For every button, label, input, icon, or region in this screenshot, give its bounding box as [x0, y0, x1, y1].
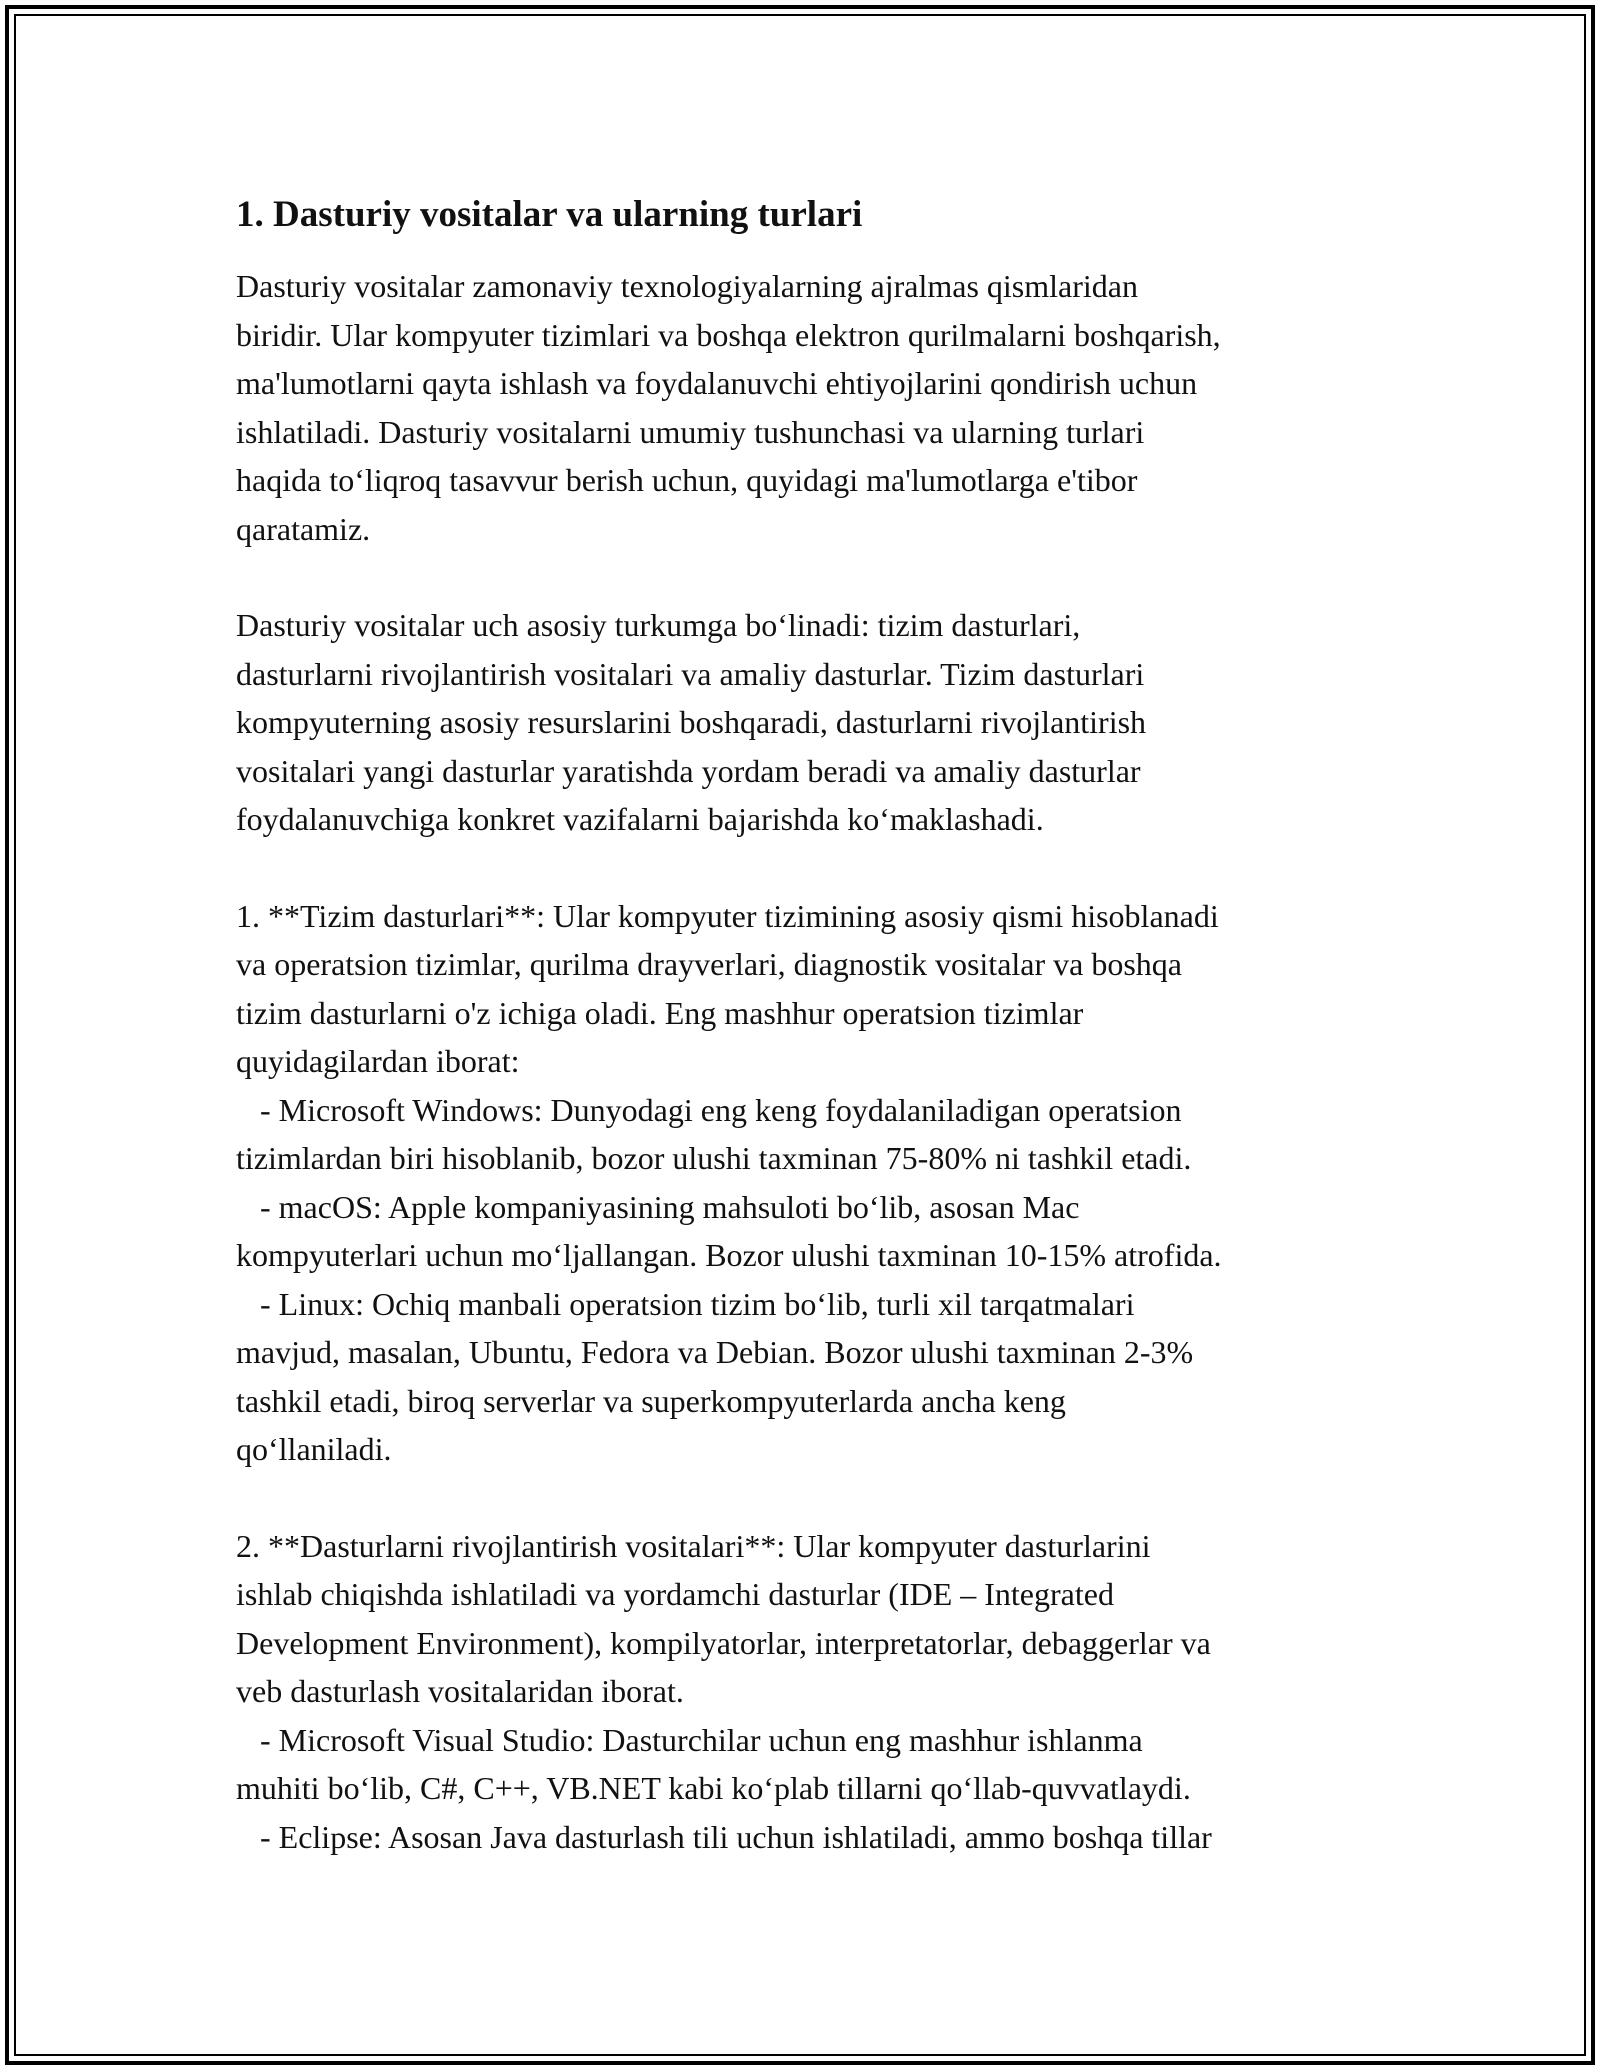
paragraph-categories: Dasturiy vositalar uch asosiy turkumga bo‘linadi: tizim dasturlari, dasturlarni rivojlantirish vositalari va amaliy dasturlar. Tizim dasturlari kompyuterning asosiy resurslarini boshqaradi, dasturlarni rivojlantirish vositalari yangi dasturlar yaratishda yordam beradi va amaliy dasturlar foydalanuvchiga konkret vazifalarni bajarishda ko‘maklashadi. [236, 607, 1147, 837]
paragraph-system-software: 1. **Tizim dasturlari**: Ular kompyuter tizimining asosiy qismi hisoblanadi va operatsion tizimlar, qurilma drayverlari, diagnostik vositalar va boshqa tizim dasturlarni o'z ichiga oladi. Eng mashhur operatsion tizimlar quyidagilardan iborat: - Microsoft Windows: Dunyodagi eng keng foydalaniladigan operatsion tizimlardan biri hisoblanib, bozor ulushi taxminan 75-80% ni tashkil etadi. - macOS: Apple kompaniyasining mahsuloti bo‘lib, asosan Mac kompyuterlari uchun mo‘ljallangan. Bozor ulushi taxminan 10-15% atrofida. - Linux: Ochiq manbali operatsion tizim bo‘lib, turli xil tarqatmalari mavjud, masalan, Ubuntu, Fedora va Debian. Bozor ulushi taxminan 2-3% tashkil etadi, biroq serverlar va superkompyuterlarda ancha keng qo‘llaniladi. [236, 897, 1222, 1467]
document-body [236, 190, 1376, 1861]
paragraph-dev-tools: 2. **Dasturlarni rivojlantirish vositalari**: Ular kompyuter dasturlarini ishlab chiqishda ishlatiladi va yordamchi dasturlar (IDE – Integrated Development Environment), kompilyatorlar, interpretatorlar, debaggerlar va veb dasturlash vositalaridan iborat. - Microsoft Visual Studio: Dasturchilar uchun eng mashhur ishlanma muhiti bo‘lib, C#, C++, VB.NET kabi ko‘plab tillarni qo‘llab-quvvatlaydi. - Eclipse: Asosan Java dasturlash tili uchun ishlatiladi, ammo boshqa tillar [236, 1527, 1212, 1855]
section-title: 1. Dasturiy vositalar va ularning turlari [236, 194, 863, 235]
paragraph-intro: Dasturiy vositalar zamonaviy texnologiyalarning ajralmas qismlaridan biridir. Ular kompyuter tizimlari va boshqa elektron qurilmalarni boshqarish, ma'lumotlarni qayta ishlash va foydalanuvchi ehtiyojlarini qondirish uchun ishlatiladi. Dasturiy vositalarni umumiy tushunchasi va ularning turlari haqida to‘liqroq tasavvur berish uchun, quyidagi ma'lumotlarga e'tibor qaratamiz. [236, 268, 1221, 547]
